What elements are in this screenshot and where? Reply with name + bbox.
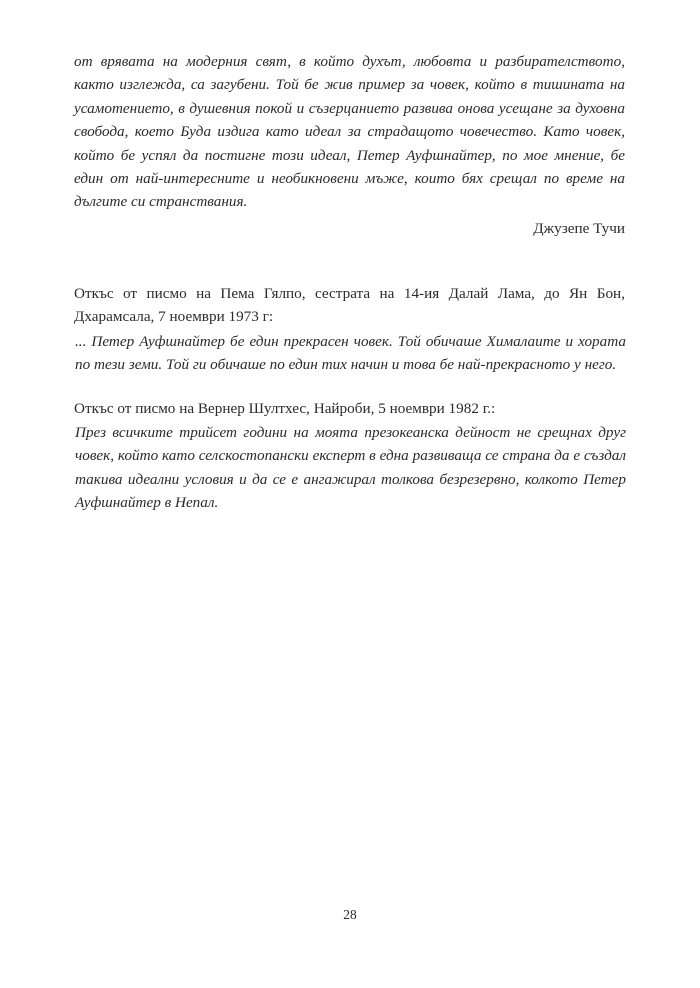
intro-quote-paragraph: от врявата на модерния свят, в който духът, любовта и разбирателството, както изглежда, са загубени. Той бе жив пример за човек, който в тишината на усамотението, в душевния покой и съзерцанието развива онова усещане за духовна свобода, което Буда издига като идеал за страдащото човечество. Като човек, който бе успял да постигне този идеал, Петер Ауфшнайтер, по мое мнение, бе един от най-интересните и необикновени мъже, които бях срещал по време на дългите си странствания. <box>74 53 625 211</box>
letter2-heading: Откъс от писмо на Вернер Шултхес, Найроби, 5 ноември 1982 г.: <box>74 400 496 417</box>
page-number: 28 <box>343 907 357 922</box>
letter1-quote: ... Петер Ауфшнайтер бе един прекрасен човек. Той обичаше Хималаите и хората по тези земи. Той ги обичаше по един тих начин и това бе най-прекрасното у него. <box>75 333 626 374</box>
letter1-heading: Откъс от писмо на Пема Гялпо, сестрата на 14-ия Далай Лама, до Ян Бон, Дхарамсала, 7 ноември 1973 г: <box>74 285 625 326</box>
quote-signature: Джузепе Тучи <box>533 220 625 237</box>
letter2-quote: През всичките трийсет години на моята презокеанска дейност не срещнах друг човек, който като селскостопански експерт в една развиваща се страна да е създал такива идеални условия и да се е ангажирал толкова безрезервно, колкото Петер Ауфшнайтер в Непал. <box>75 424 626 512</box>
